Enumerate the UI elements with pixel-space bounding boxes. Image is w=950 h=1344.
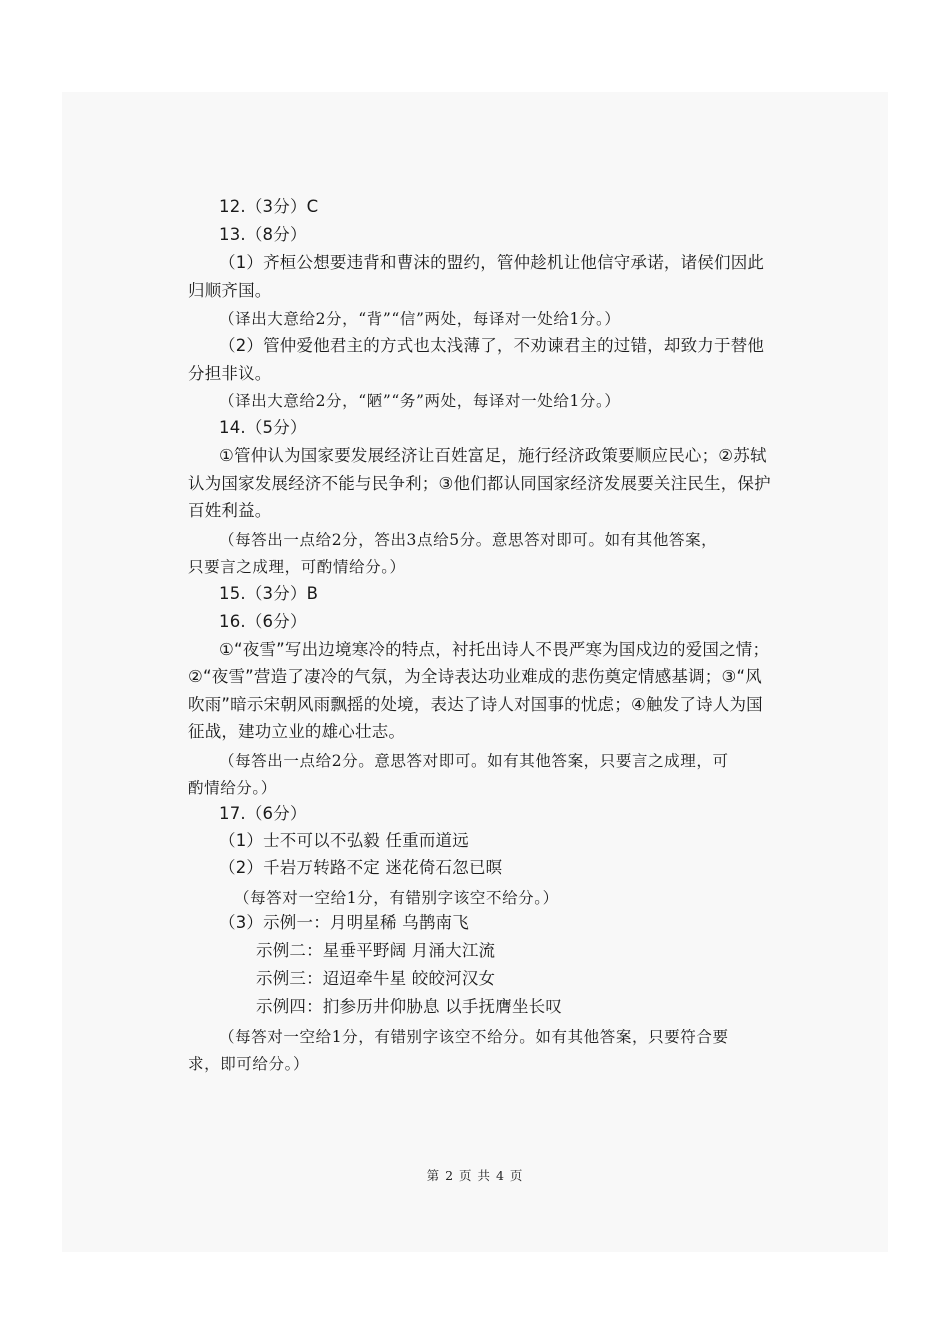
q13-2-line2: 分担非议。 [188,364,272,383]
q14-line2: 认为国家发展经济不能与民争利；③他们都认同国家经济发展要关注民生，保护 [188,474,771,493]
q14-note2: 只要言之成理，可酌情给分。） [188,558,406,576]
q17-example-2: 示例二：星垂平野阔 月涌大江流 [256,941,496,960]
q13-heading: 13.（8分） [219,225,307,244]
q17-note1: （每答对一空给1分，有错别字该空不给分。） [234,889,559,907]
q14-line1: ①管仲认为国家要发展经济让百姓富足，施行经济政策要顺应民心；②苏轼 [219,446,767,465]
q14-note1: （每答出一点给2分，答出3点给5分。意思答对即可。如有其他答案， [219,531,718,549]
q17-answer-3: （3）示例一：月明星稀 乌鹊南飞 [219,913,469,932]
q16-line3: 吹雨”暗示宋朝风雨飘摇的处境，表达了诗人对国事的忧虑；④触发了诗人为国 [188,695,763,714]
q16-line1: ①“夜雪”写出边境寒冷的特点，衬托出诗人不畏严寒为国戍边的爱国之情； [219,640,770,659]
q17-note3: 求，即可给分。） [188,1055,310,1073]
q17-answer-1: （1）士不可以不弘毅 任重而道远 [219,831,469,850]
q16-heading: 16.（6分） [219,612,307,631]
q13-1-line1: （1）齐桓公想要违背和曹沫的盟约，管仲趁机让他信守承诺，诸侯们因此 [219,253,765,272]
q15-heading: 15.（3分）B [219,584,319,603]
q17-example-3: 示例三：迢迢牵牛星 皎皎河汉女 [256,969,496,988]
q13-2-line1: （2）管仲爱他君主的方式也太浅薄了，不劝谏君主的过错，却致力于替他 [219,336,765,355]
q17-answer-2: （2）千岩万转路不定 迷花倚石忽已暝 [219,858,503,877]
q14-heading: 14.（5分） [219,418,307,437]
q16-note1: （每答出一点给2分。意思答对即可。如有其他答案，只要言之成理，可 [219,752,729,770]
q12-heading: 12.（3分）C [219,197,319,216]
q16-line4: 征战，建功立业的雄心壮志。 [188,722,406,741]
q13-2-note: （译出大意给2分，“陋”“务”两处，每译对一处给1分。） [219,392,621,410]
page-number-footer: 第 2 页 共 4 页 [426,1168,524,1183]
q17-note2: （每答对一空给1分，有错别字该空不给分。如有其他答案，只要符合要 [219,1028,729,1046]
q14-line3: 百姓利益。 [188,501,272,520]
q16-note2: 酌情给分。） [188,779,277,797]
q16-line2: ②“夜雪”营造了凄冷的气氛，为全诗表达功业难成的悲伤奠定情感基调；③“风 [188,667,762,686]
q17-heading: 17.（6分） [219,804,307,823]
q17-example-4: 示例四：扪参历井仰胁息 以手抚膺坐长叹 [256,997,563,1016]
q13-1-line2: 归顺齐国。 [188,281,272,300]
q13-1-note: （译出大意给2分，“背”“信”两处，每译对一处给1分。） [219,310,621,328]
